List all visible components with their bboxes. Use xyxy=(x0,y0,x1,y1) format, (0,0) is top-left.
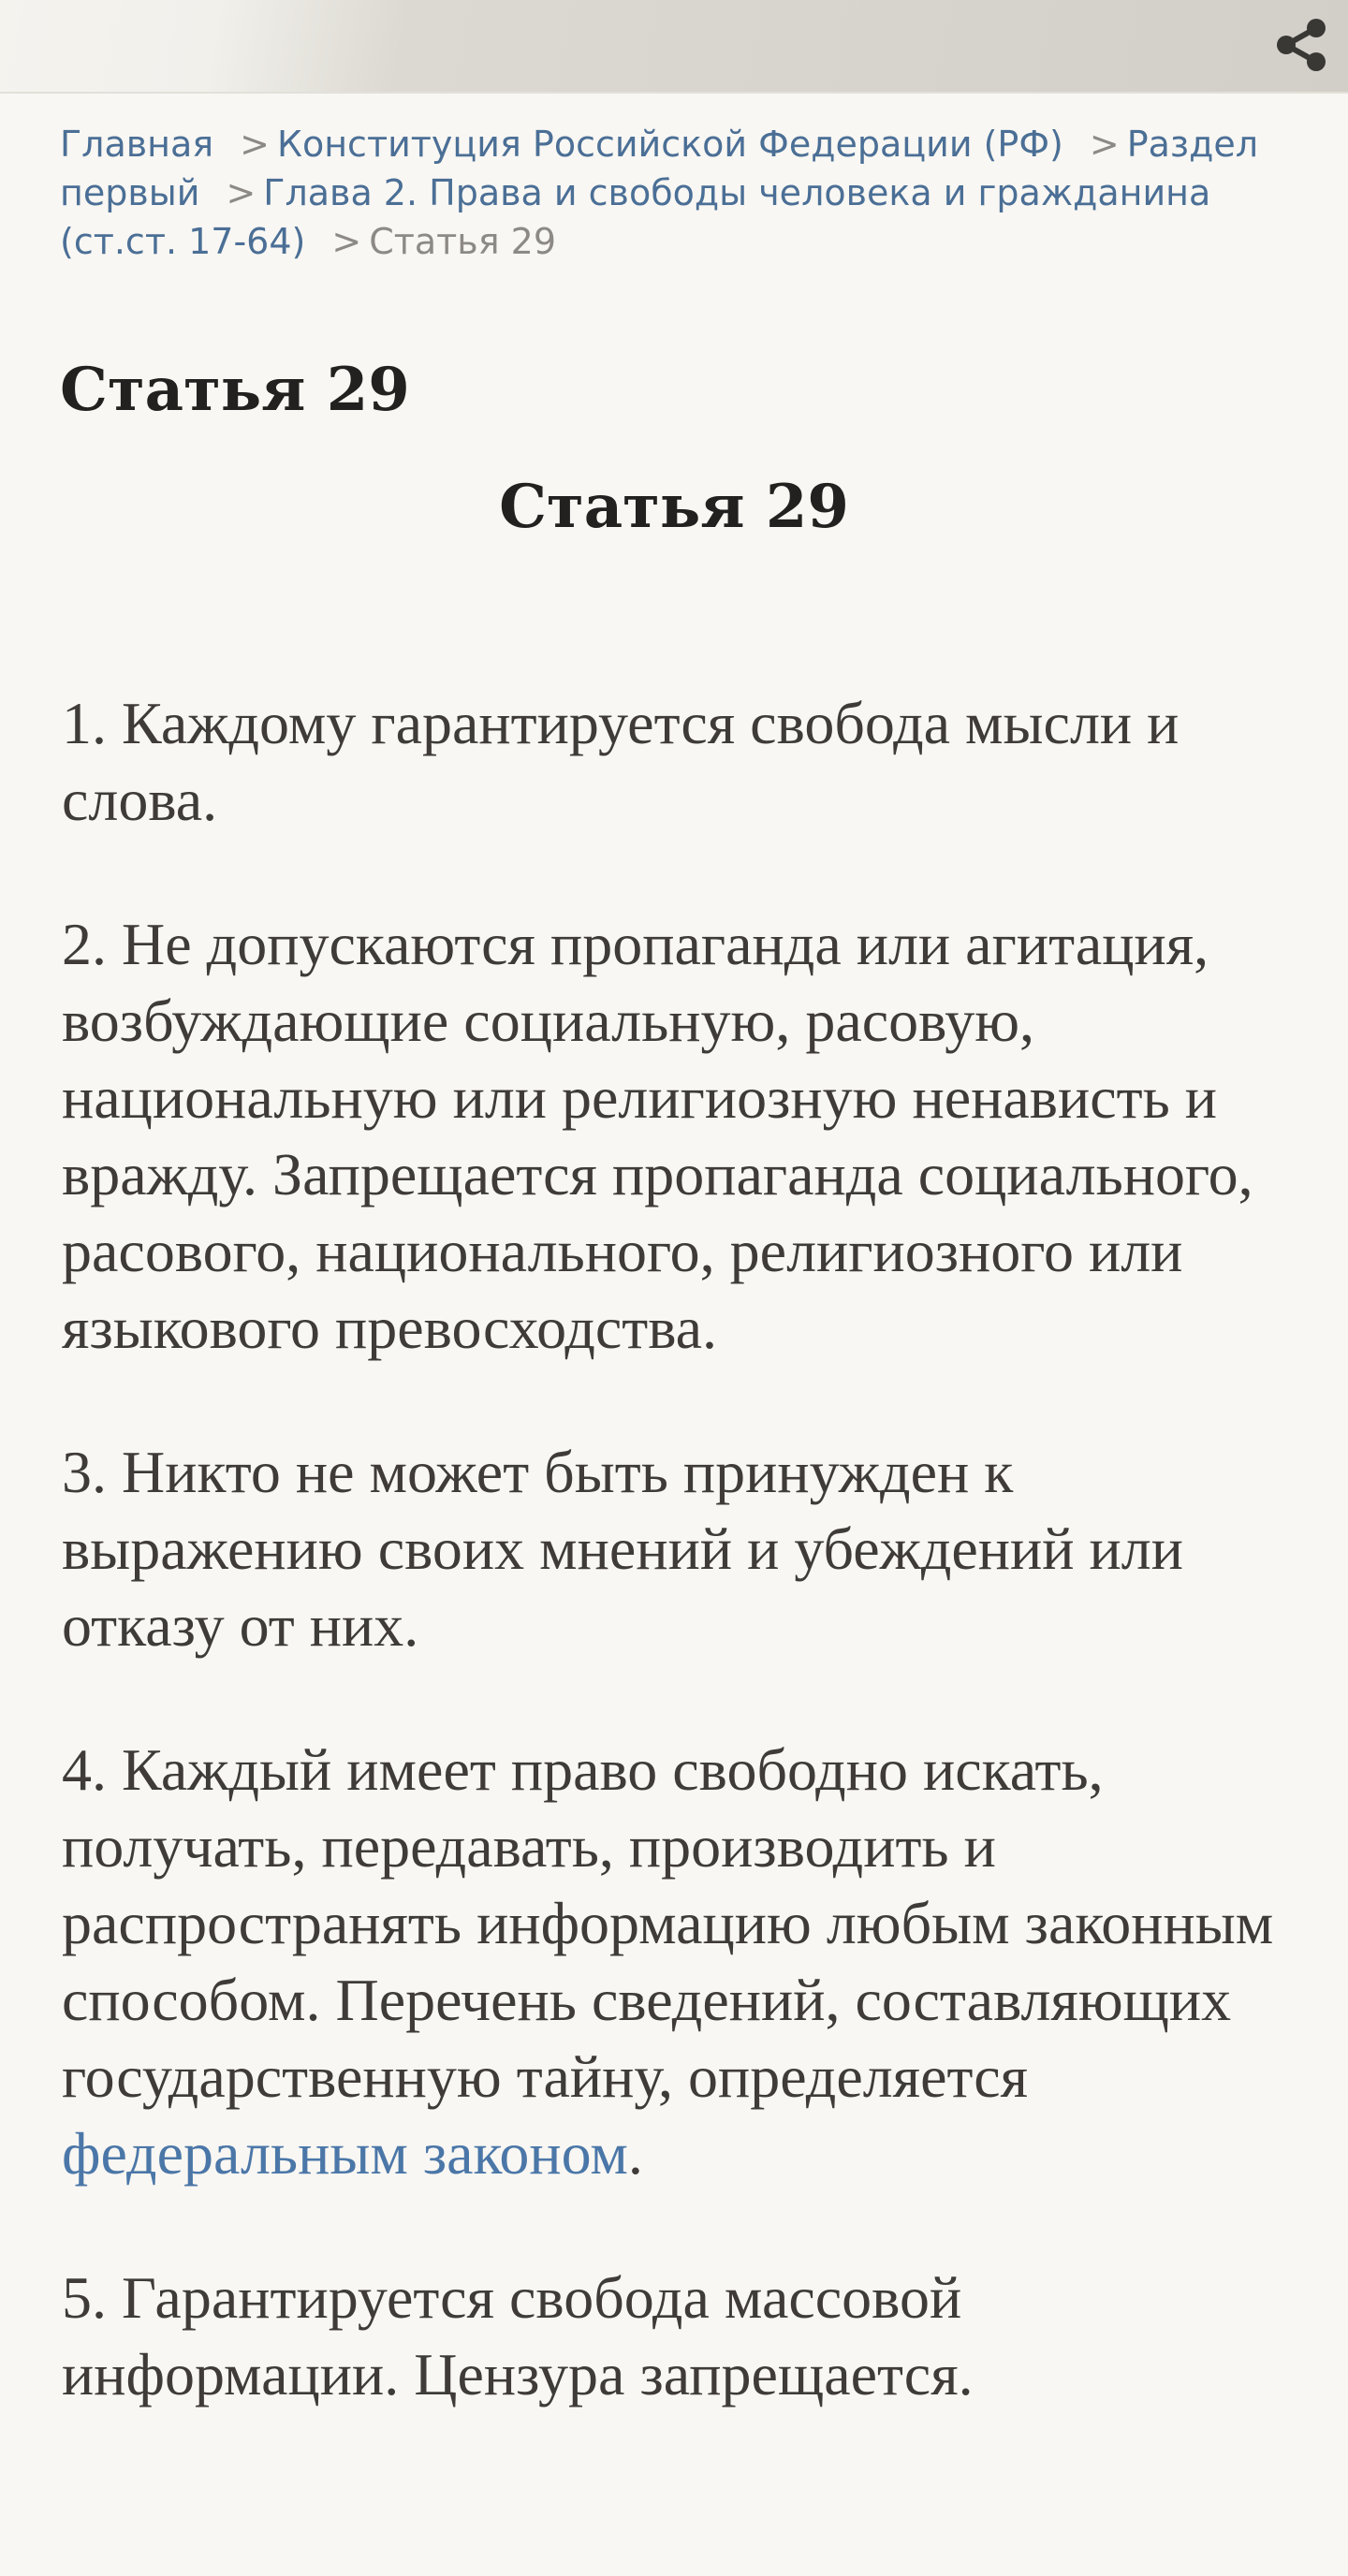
share-button[interactable] xyxy=(1266,9,1337,80)
article-body xyxy=(62,685,1307,2481)
share-icon xyxy=(1271,15,1331,75)
article-paragraph-4 xyxy=(62,1732,1307,2192)
breadcrumb-home-link[interactable]: Главная xyxy=(60,124,214,165)
breadcrumb-separator: > xyxy=(331,221,362,262)
breadcrumb-current: Статья 29 xyxy=(369,221,556,262)
article-paragraph-2: 2. Не допускаются пропаганда или агитация, возбуждающие социальную, расовую, национальную или религиозную ненависть и вражду. Запрещается пропаганда социального, расового, национального, религиозного или языкового превосходства. xyxy=(62,911,1253,1361)
breadcrumb-chapter-link[interactable]: Глава 2. Права и свободы человека и гражданина (ст.ст. 17-64) xyxy=(60,172,1211,262)
article-title: Статья 29 xyxy=(499,472,849,542)
top-bar xyxy=(0,0,1348,94)
article-paragraph-3: 3. Никто не может быть принужден к выражению своих мнений и убеждений или отказу от них. xyxy=(62,1439,1183,1659)
federal-law-link[interactable]: федеральным законом xyxy=(62,2120,628,2187)
breadcrumb-separator: > xyxy=(240,124,270,165)
breadcrumb-section-link[interactable]: Раздел первый xyxy=(60,124,1259,213)
breadcrumb-separator: > xyxy=(1089,124,1120,165)
paragraph-4-end: . xyxy=(627,2120,643,2187)
breadcrumb xyxy=(60,120,1314,266)
breadcrumb-constitution-link[interactable]: Конституция Российской Федерации (РФ) xyxy=(276,124,1063,165)
article-paragraph-5: 5. Гарантируется свобода массовой информации. Цензура запрещается. xyxy=(62,2264,974,2408)
paragraph-4-text: 4. Каждый имеет право свободно искать, получать, передавать, производить и распространять информацию любым законным способом. Перечень сведений, составляющих государственную тайну, определяется xyxy=(62,1736,1274,2110)
article-paragraph-1: 1. Каждому гарантируется свобода мысли и слова. xyxy=(62,690,1180,833)
page-title: Статья 29 xyxy=(60,355,410,425)
breadcrumb-separator: > xyxy=(226,172,256,213)
